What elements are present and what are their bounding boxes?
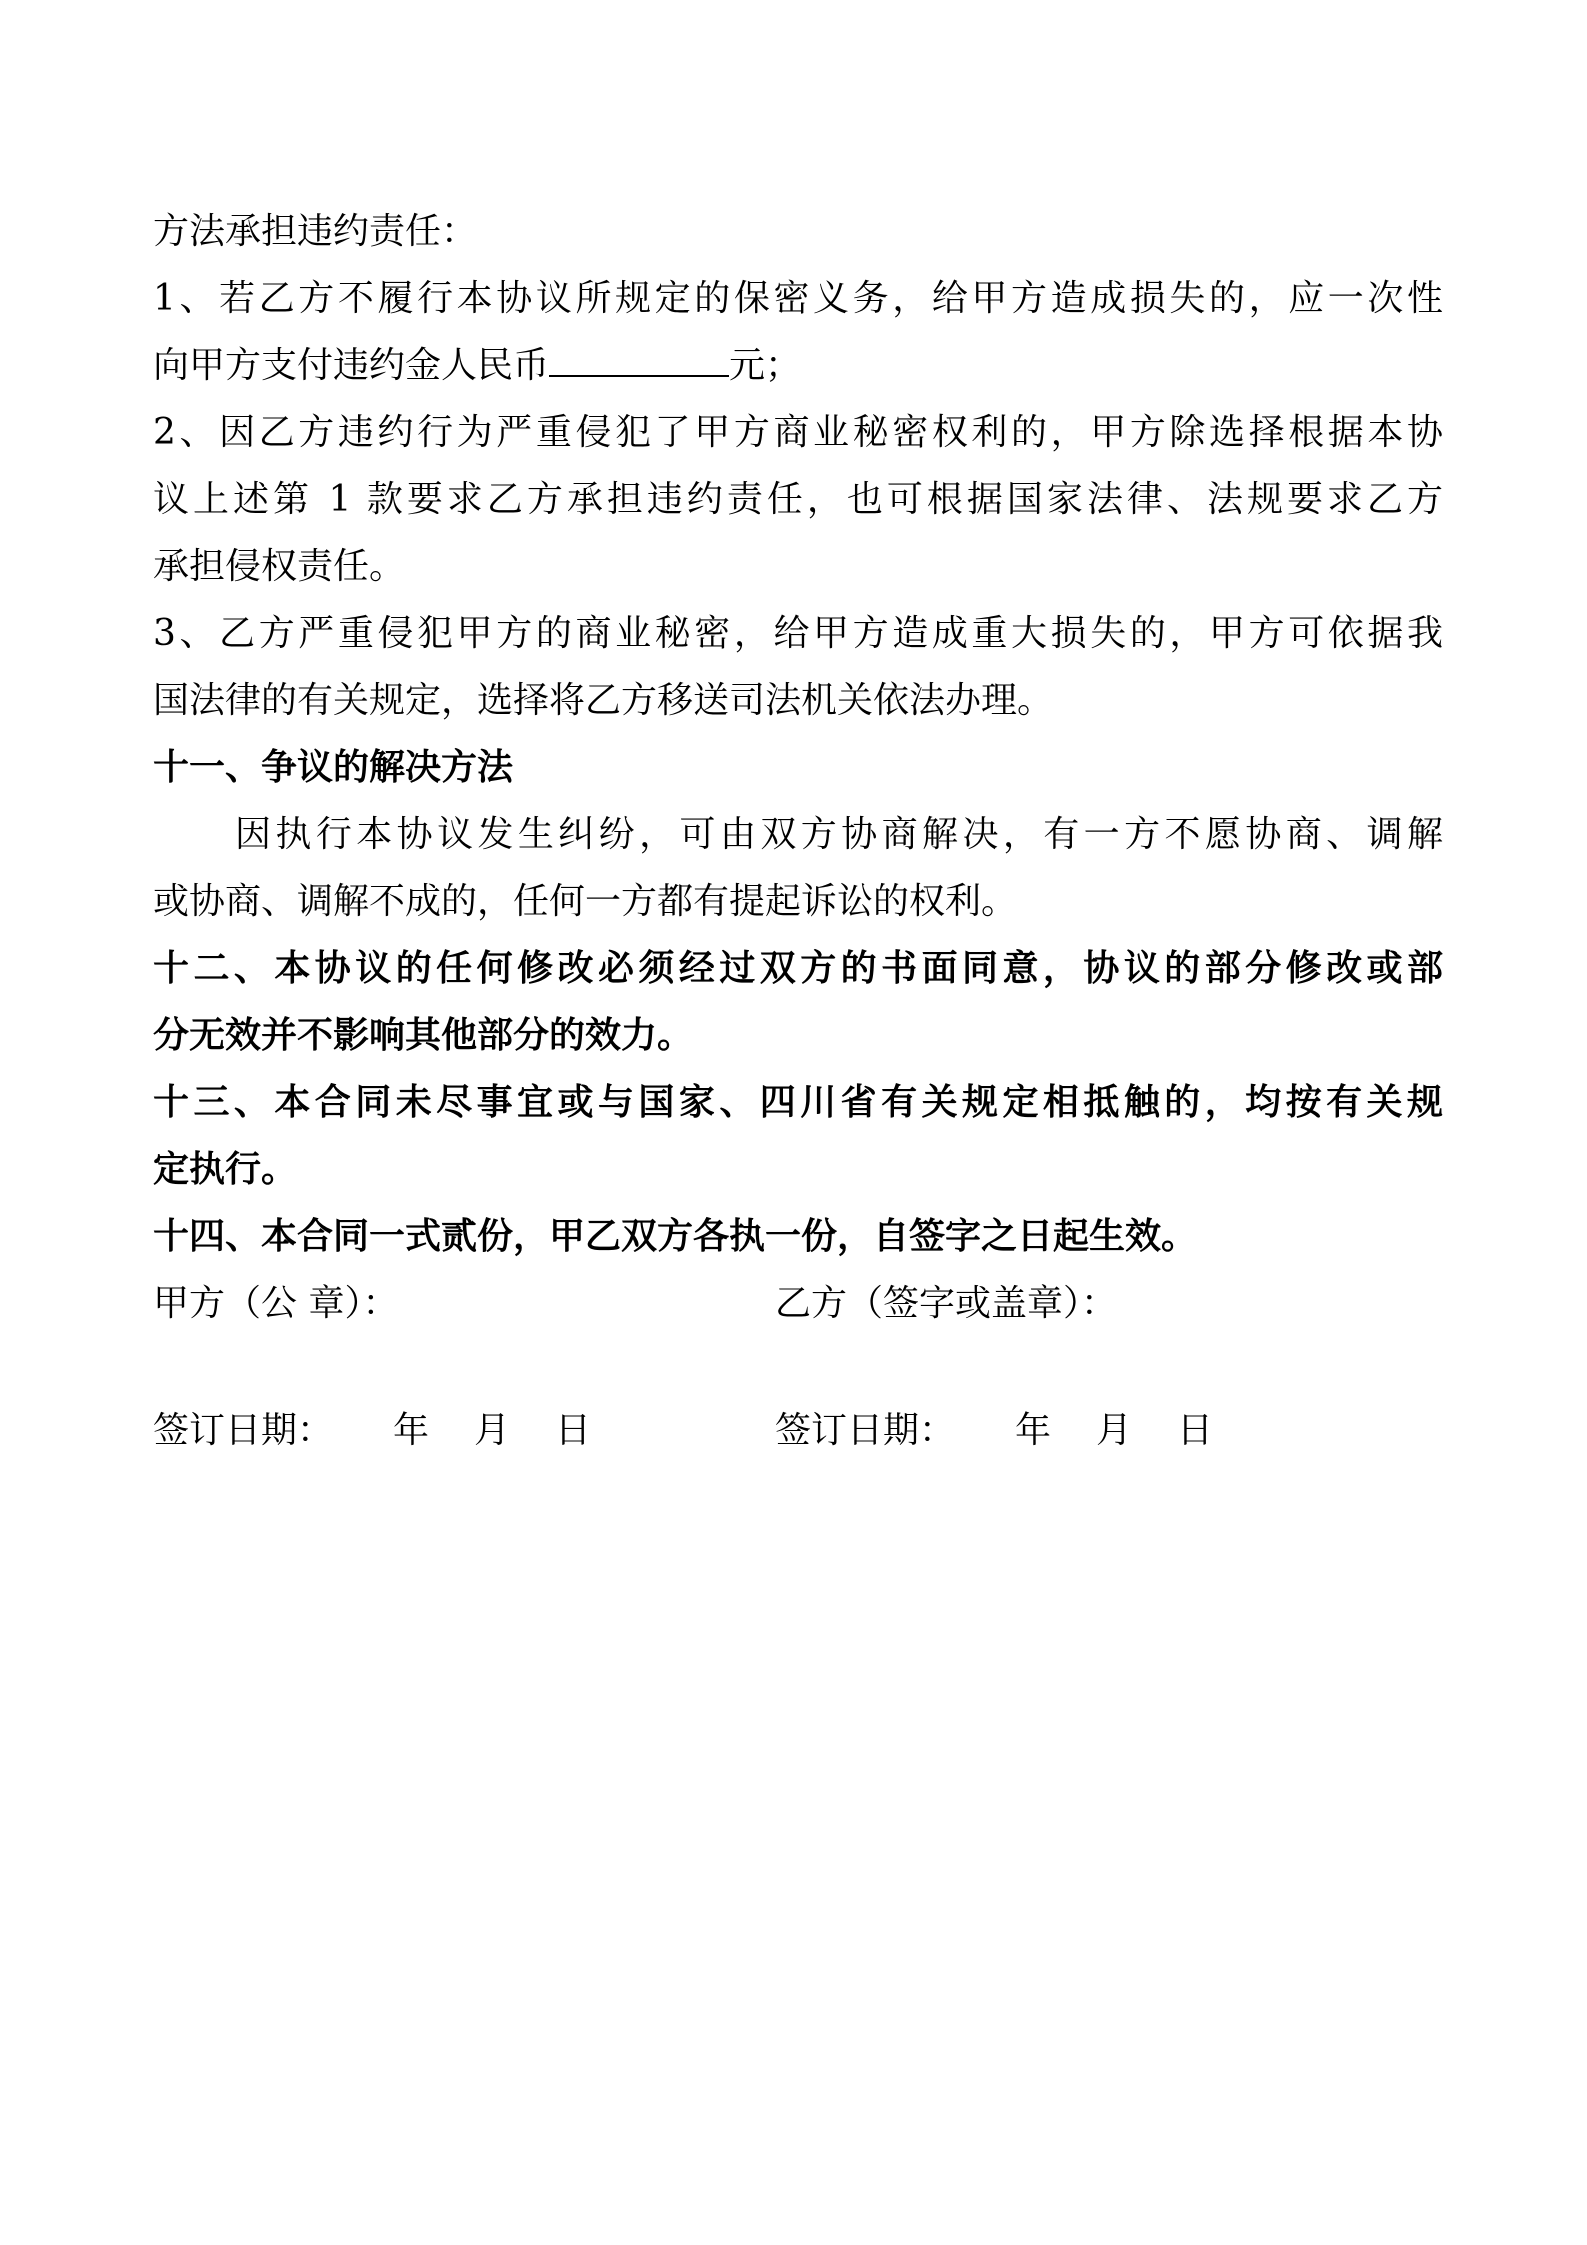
spacer — [153, 1337, 1443, 1397]
year-label: 年 — [1015, 1410, 1052, 1451]
text-segment: 元； — [729, 345, 802, 386]
section-heading: 分无效并不影响其他部分的效力。 — [153, 1014, 694, 1056]
text-line: 或协商、调解不成的，任何一方都有提起诉讼的权利。 — [153, 881, 1018, 922]
text-segment: 向甲方支付违约金人民币 — [153, 345, 550, 386]
date-row — [153, 1397, 1443, 1464]
month-label: 月 — [1096, 1410, 1133, 1451]
text-line: 议上述第 1 款要求乙方承担违约责任，也可根据国家法律、法规要求乙方 — [153, 479, 1443, 520]
section-heading: 十三、本合同未尽事宜或与国家、四川省有关规定相抵触的，均按有关规 — [153, 1081, 1443, 1123]
year-label: 年 — [393, 1410, 430, 1451]
day-label: 日 — [1177, 1410, 1214, 1451]
text-line: 3、乙方严重侵犯甲方的商业秘密，给甲方造成重大损失的，甲方可依据我 — [153, 613, 1443, 654]
party-b-date — [775, 1397, 1258, 1464]
text-line: 1、若乙方不履行本协议所规定的保密义务，给甲方造成损失的，应一次性 — [153, 278, 1443, 319]
date-label: 签订日期： — [153, 1410, 334, 1451]
day-label: 日 — [555, 1410, 592, 1451]
text-line: 承担侵权责任。 — [153, 546, 406, 587]
text-line: 国法律的有关规定，选择将乙方移送司法机关依法办理。 — [153, 680, 1054, 721]
signature-row — [153, 1270, 1443, 1337]
section-heading: 定执行。 — [153, 1148, 298, 1190]
party-a-label: 甲方（公 章）： — [153, 1283, 399, 1324]
document-page — [153, 198, 1443, 1464]
section-heading: 十一、争议的解决方法 — [153, 746, 514, 788]
month-label: 月 — [474, 1410, 511, 1451]
text-line: 因执行本协议发生纠纷，可由双方协商解决，有一方不愿协商、调解 — [235, 814, 1443, 855]
text-line — [153, 332, 1443, 399]
section-heading: 十四、本合同一式贰份，甲乙双方各执一份，自签字之日起生效。 — [153, 1215, 1198, 1257]
blank-amount-field — [549, 341, 729, 377]
text-line: 方法承担违约责任： — [153, 211, 478, 252]
date-label: 签订日期： — [775, 1410, 956, 1451]
party-a-date — [153, 1397, 636, 1464]
section-heading: 十二、本协议的任何修改必须经过双方的书面同意，协议的部分修改或部 — [153, 947, 1443, 989]
text-line: 2、因乙方违约行为严重侵犯了甲方商业秘密权利的，甲方除选择根据本协 — [153, 412, 1443, 453]
party-b-label: 乙方（签字或盖章）： — [775, 1283, 1118, 1324]
